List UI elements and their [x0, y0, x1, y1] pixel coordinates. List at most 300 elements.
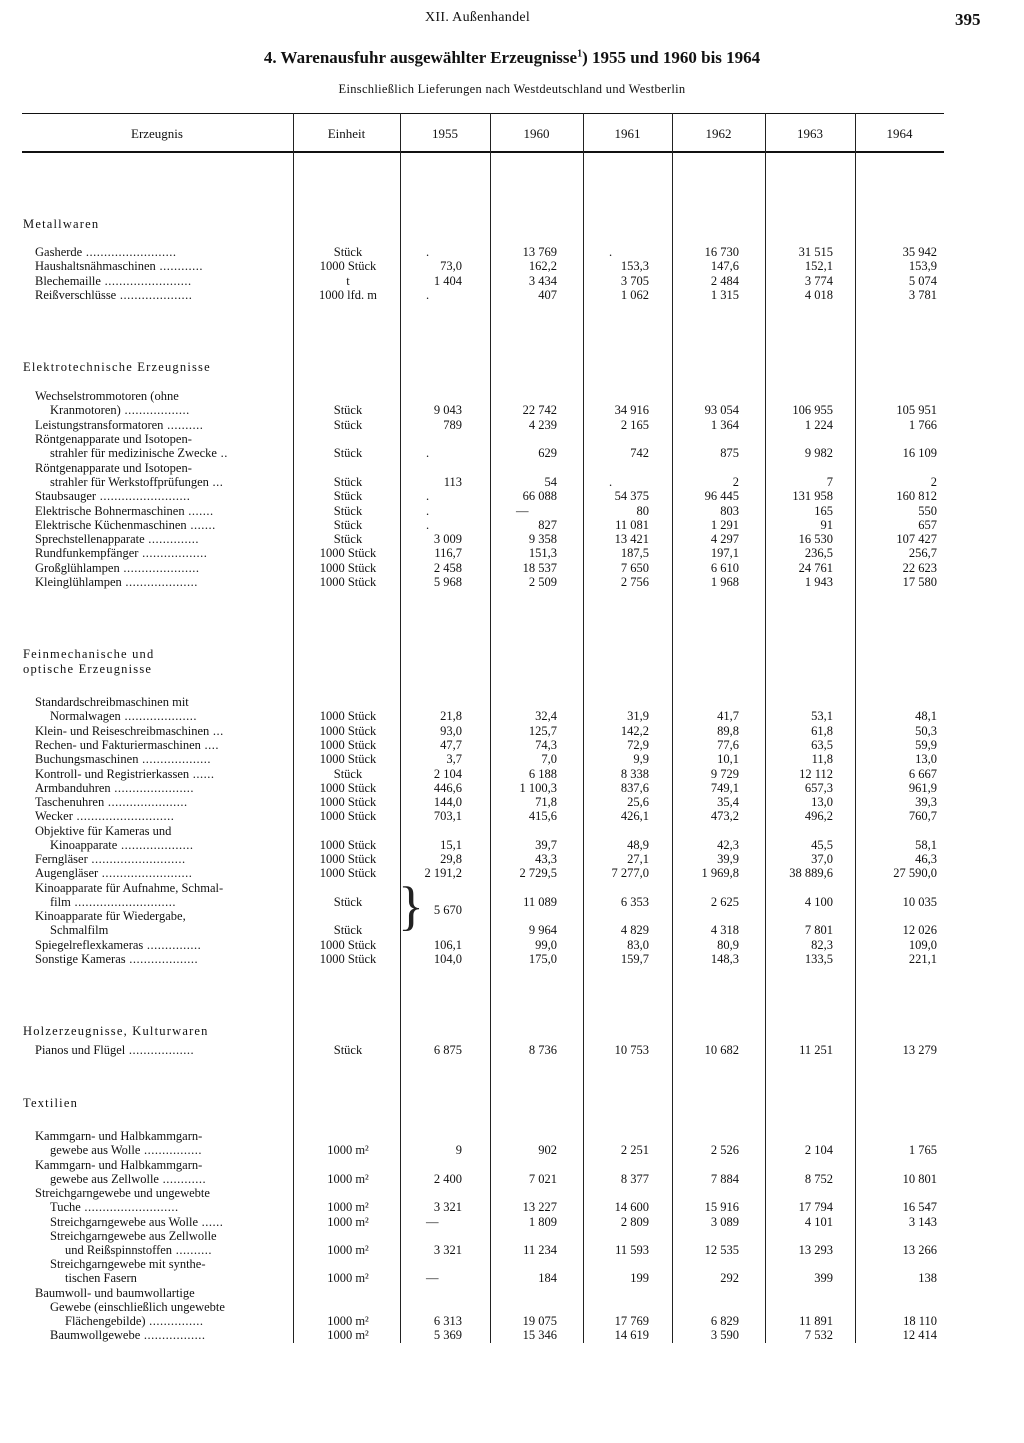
product-label [50, 1300, 225, 1314]
product-name: strahler für medizinische Zwecke [50, 446, 217, 460]
unit-cell: 1000 m² [327, 1143, 369, 1157]
value-cell-1960: 629 [538, 446, 557, 460]
value-cell-1955: 3,7 [446, 752, 462, 766]
value-cell-1960: 3 434 [528, 274, 557, 288]
value-cell-1964: 107 427 [896, 532, 937, 546]
value-cell-1960: 19 075 [522, 1314, 557, 1328]
value-cell-1955: 5 968 [433, 575, 462, 589]
product-label [50, 838, 193, 852]
product-name: Kranmotoren) [50, 403, 121, 417]
value-cell-1960: 6 188 [528, 767, 557, 781]
header-product: Erzeugnis [131, 126, 183, 141]
value-cell-1964: 59,9 [915, 738, 937, 752]
table-title [0, 48, 1024, 68]
leader-dots: ............... [143, 938, 202, 952]
leader-dots: .......... [172, 1243, 212, 1257]
section-elektrotechnik: Elektrotechnische Erzeugnisse [23, 360, 211, 374]
product-label [65, 1243, 212, 1257]
product-name: Rechen- und Fakturiermaschinen [35, 738, 201, 752]
product-label [35, 752, 211, 766]
unit-cell: Stück [333, 923, 363, 937]
value-cell-1961: 34 916 [614, 403, 649, 417]
value-cell-1961: 1 062 [620, 288, 649, 302]
value-cell-1955: 9 [455, 1143, 462, 1157]
product-label [50, 1172, 206, 1186]
leader-dots: .................. [138, 546, 208, 560]
value-cell-1962: 2 625 [710, 895, 739, 909]
unit-cell: 1000 m² [327, 1271, 369, 1285]
value-cell-1961: 25,6 [627, 795, 649, 809]
product-name: Schmalfilm [50, 923, 109, 937]
leader-dots: .................... [121, 575, 198, 589]
product-label [35, 389, 179, 403]
value-cell-1964: 13,0 [915, 752, 937, 766]
value-cell-1964: 35 942 [902, 245, 937, 259]
value-cell-1961: 14 619 [614, 1328, 649, 1342]
value-cell-1962: 10 682 [704, 1043, 739, 1057]
value-cell-1961: 72,9 [627, 738, 649, 752]
value-cell-1960: 99,0 [535, 938, 557, 952]
unit-cell: Stück [333, 518, 363, 532]
value-cell-1955: 3 009 [433, 532, 462, 546]
value-cell-1955: — [426, 1215, 439, 1229]
leader-dots: ......................... [98, 866, 193, 880]
product-label [35, 418, 203, 432]
value-cell-1964: 760,7 [908, 809, 937, 823]
value-cell-1961: 4 829 [620, 923, 649, 937]
leader-dots: .................. [120, 403, 190, 417]
product-name: film [50, 895, 71, 909]
product-label [35, 1158, 202, 1172]
leader-dots: ........................ [100, 274, 192, 288]
product-name: Reißverschlüsse [35, 288, 117, 302]
value-cell-1964: 39,3 [915, 795, 937, 809]
product-label [50, 403, 190, 417]
value-cell-1961: 6 353 [620, 895, 649, 909]
value-cell-1964: 160 812 [896, 489, 937, 503]
unit-cell: 1000 Stück [319, 709, 377, 723]
product-name: Röntgenapparate und Isotopen- [35, 432, 192, 446]
product-label [50, 475, 223, 489]
value-cell-1960: 1 809 [528, 1215, 557, 1229]
value-cell-1961: 742 [630, 446, 649, 460]
product-name: Kontroll- und Registrierkassen [35, 767, 190, 781]
value-cell-1955: 3 321 [433, 1200, 462, 1214]
value-cell-1961: 31,9 [627, 709, 649, 723]
value-cell-1962: 2 526 [710, 1143, 739, 1157]
unit-cell: 1000 Stück [319, 561, 377, 575]
unit-cell: 1000 m² [327, 1200, 369, 1214]
value-cell-1963: 53,1 [811, 709, 833, 723]
product-label [35, 274, 192, 288]
product-name: gewebe aus Wolle [50, 1143, 141, 1157]
product-name: Wechselstrommotoren (ohne [35, 389, 179, 403]
value-cell-1960: 827 [538, 518, 557, 532]
leader-dots: .......................... [80, 1200, 179, 1214]
value-cell-1960: 162,2 [528, 259, 557, 273]
value-cell-1962: 473,2 [710, 809, 739, 823]
value-cell-1963: 7 532 [804, 1328, 833, 1342]
value-cell-1964: 18 110 [903, 1314, 937, 1328]
product-name: Objektive für Kameras und [35, 824, 172, 838]
product-label [50, 895, 176, 909]
section-feinmechanik-line2: optische Erzeugnisse [23, 662, 153, 676]
value-cell-1960: 71,8 [535, 795, 557, 809]
value-cell-1962: 96 445 [704, 489, 739, 503]
leader-dots: .................. [125, 1043, 195, 1057]
value-cell-1963: 133,5 [804, 952, 833, 966]
leader-dots: ...................... [110, 781, 195, 795]
value-cell-1955: 446,6 [433, 781, 462, 795]
leader-dots: ................ [140, 1143, 203, 1157]
value-cell-1964: 153,9 [908, 259, 937, 273]
value-cell-1955: 106,1 [433, 938, 462, 952]
section-holzerzeugnisse: Holzerzeugnisse, Kulturwaren [23, 1024, 209, 1038]
value-cell-1963: 1 943 [804, 575, 833, 589]
value-cell-1962: 148,3 [710, 952, 739, 966]
leader-dots: ...................... [104, 795, 188, 809]
unit-cell: 1000 Stück [319, 795, 377, 809]
value-cell-1961: 83,0 [627, 938, 649, 952]
product-name: Standardschreibmaschinen mit [35, 695, 189, 709]
unit-cell: Stück [333, 475, 363, 489]
value-cell-1960: 13 769 [522, 245, 557, 259]
product-label [50, 1215, 223, 1229]
product-name: Gewebe (einschließlich ungewebte [50, 1300, 225, 1314]
product-label [35, 795, 188, 809]
section-metallwaren: Metallwaren [23, 217, 100, 231]
value-cell-1964: 657 [918, 518, 937, 532]
product-label [35, 1043, 194, 1057]
leader-dots: .............. [144, 532, 200, 546]
leader-dots: ............... [145, 1314, 204, 1328]
leader-dots: .......... [163, 418, 204, 432]
value-cell-1960: 22 742 [522, 403, 557, 417]
product-label [50, 446, 228, 460]
leader-dots: ............ [158, 1172, 207, 1186]
value-cell-1963: 131 958 [792, 489, 833, 503]
value-cell-1963: 91 [820, 518, 833, 532]
value-cell-1963: 13 293 [798, 1243, 833, 1257]
product-name: Sprechstellenapparate [35, 532, 145, 546]
value-cell-1962: 12 535 [704, 1243, 739, 1257]
leader-dots: ............ [155, 259, 203, 273]
value-cell-1963: 496,2 [804, 809, 833, 823]
value-cell-1962: 3 089 [710, 1215, 739, 1229]
value-cell-1960: 74,3 [535, 738, 557, 752]
value-cell-1964: 13 266 [902, 1243, 937, 1257]
value-cell-1960: 43,3 [535, 852, 557, 866]
value-cell-1963: 236,5 [804, 546, 833, 560]
value-cell-1963: 2 104 [804, 1143, 833, 1157]
product-label [35, 259, 203, 273]
leader-dots: ................... [138, 752, 211, 766]
header-year-1963: 1963 [797, 126, 823, 141]
unit-cell: 1000 Stück [319, 259, 377, 273]
value-cell-1963: 657,3 [804, 781, 833, 795]
value-cell-1961: 837,6 [620, 781, 649, 795]
value-cell-1955: 2 400 [433, 1172, 462, 1186]
value-cell-1962: 803 [720, 504, 739, 518]
value-cell-1955: 113 [443, 475, 462, 489]
value-cell-1960: 175,0 [528, 952, 557, 966]
leader-dots: ... [209, 724, 224, 738]
product-label [50, 1328, 206, 1342]
leader-dots: .... [200, 738, 220, 752]
value-cell-1961: 10 753 [614, 1043, 649, 1057]
value-cell-1960: 1 100,3 [519, 781, 557, 795]
product-name: Augengläser [35, 866, 99, 880]
value-cell-1955: 29,8 [440, 852, 462, 866]
product-label [35, 432, 192, 446]
value-cell-1955: 144,0 [433, 795, 462, 809]
value-cell-1963: 3 774 [804, 274, 833, 288]
product-name: Kleinglühlampen [35, 575, 122, 589]
product-name: gewebe aus Zellwolle [50, 1172, 159, 1186]
value-cell-1963: 13,0 [811, 795, 833, 809]
value-cell-1963: 11,8 [811, 752, 833, 766]
value-cell-1961: 159,7 [620, 952, 649, 966]
value-cell-1961: 426,1 [620, 809, 649, 823]
value-cell-1964: 12 414 [902, 1328, 937, 1342]
footnote-mark: 1 [577, 48, 583, 60]
value-cell-1955: 703,1 [433, 809, 462, 823]
value-cell-1961: 7 650 [620, 561, 649, 575]
product-name: Kinoapparate für Aufnahme, Schmal- [35, 881, 224, 895]
value-cell-1963: 7 801 [804, 923, 833, 937]
unit-cell: Stück [333, 1043, 363, 1057]
value-cell-1961: 11 593 [615, 1243, 649, 1257]
value-cell-1964: 105 951 [896, 403, 937, 417]
value-cell-1955: 47,7 [440, 738, 462, 752]
value-cell-1964: 138 [918, 1271, 937, 1285]
value-cell-1955: 6 313 [433, 1314, 462, 1328]
value-cell-1963: 38 889,6 [789, 866, 833, 880]
value-cell-1960: 11 089 [523, 895, 557, 909]
value-cell-1961: 8 338 [620, 767, 649, 781]
product-name: Großglühlampen [35, 561, 120, 575]
value-cell-1962: 4 297 [710, 532, 739, 546]
header-year-1960: 1960 [523, 126, 550, 141]
value-cell-1964: 109,0 [908, 938, 937, 952]
product-label [35, 532, 199, 546]
value-cell-1960: 151,3 [528, 546, 557, 560]
value-cell-1962: 77,6 [717, 738, 739, 752]
value-cell-1961: . [609, 475, 613, 489]
value-cell-1962: 16 730 [704, 245, 739, 259]
value-cell-1964: 961,9 [908, 781, 937, 795]
value-cell-1961: 9,9 [633, 752, 649, 766]
value-cell-1961: 2 756 [620, 575, 649, 589]
product-name: Leistungstransformatoren [35, 418, 164, 432]
value-cell-1961: 27,1 [627, 852, 649, 866]
product-label [35, 767, 215, 781]
product-name: Kammgarn- und Halbkammgarn- [35, 1158, 203, 1172]
value-cell-1964: 22 623 [902, 561, 937, 575]
value-cell-1960: 902 [538, 1143, 557, 1157]
value-cell-1961: 199 [630, 1271, 649, 1285]
value-cell-1964: 46,3 [915, 852, 937, 866]
leader-dots: ...... [198, 1215, 224, 1229]
product-label [35, 575, 198, 589]
value-cell-1964: 58,1 [915, 838, 937, 852]
value-cell-1963: 7 [826, 475, 833, 489]
value-cell-1964: 2 [930, 475, 937, 489]
unit-cell: 1000 m² [327, 1328, 369, 1342]
value-cell-1960: 15 346 [522, 1328, 557, 1342]
unit-cell: 1000 Stück [319, 952, 377, 966]
value-cell-1963: 63,5 [811, 738, 833, 752]
value-cell-1960: 9 358 [528, 532, 557, 546]
value-cell-1962: 875 [720, 446, 739, 460]
unit-cell: 1000 m² [327, 1243, 369, 1257]
value-cell-1961: 80 [636, 504, 649, 518]
value-cell-1962: 292 [720, 1271, 739, 1285]
product-label [50, 1257, 206, 1271]
product-name: Pianos und Flügel [35, 1043, 126, 1057]
value-cell-1963: 24 761 [798, 561, 833, 575]
value-cell-1955: . [426, 288, 430, 302]
value-cell-1960: 9 964 [528, 923, 557, 937]
unit-cell: 1000 Stück [319, 852, 377, 866]
product-name: Normalwagen [50, 709, 121, 723]
value-cell-1963: 1 224 [804, 418, 833, 432]
product-label [50, 1143, 202, 1157]
value-cell-1962: 42,3 [717, 838, 739, 852]
table-subtitle: Einschließlich Lieferungen nach Westdeutschland und Westberlin [338, 82, 686, 96]
product-name: Taschenuhren [35, 795, 105, 809]
product-label [35, 695, 189, 709]
value-cell-1960: 415,6 [528, 809, 557, 823]
value-cell-1961: 8 377 [620, 1172, 649, 1186]
product-label [35, 561, 199, 575]
value-cell-1964: 17 580 [902, 575, 937, 589]
value-cell-1960: 125,7 [528, 724, 557, 738]
leader-dots: ........................... [72, 809, 175, 823]
product-name: Sonstige Kameras [35, 952, 126, 966]
value-cell-1961: 48,9 [627, 838, 649, 852]
value-cell-1960: 8 736 [528, 1043, 557, 1057]
unit-cell: 1000 Stück [319, 781, 377, 795]
page-number: 395 [955, 10, 981, 29]
leader-dots: ................... [125, 952, 199, 966]
value-cell-1964: 48,1 [915, 709, 937, 723]
cell-1955-kinoapparate-combined: 5 670 [433, 903, 462, 917]
value-cell-1961: 2 251 [620, 1143, 649, 1157]
product-name: Armbanduhren [35, 781, 111, 795]
value-cell-1960: 54 [544, 475, 557, 489]
product-label [35, 461, 192, 475]
value-cell-1961: 54 375 [614, 489, 649, 503]
product-label [35, 809, 174, 823]
product-label [35, 1286, 195, 1300]
unit-cell: 1000 Stück [319, 838, 377, 852]
value-cell-1964: 13 279 [902, 1043, 937, 1057]
product-label [35, 518, 216, 532]
leader-dots: ......................... [82, 245, 177, 259]
value-cell-1964: 27 590,0 [893, 866, 937, 880]
leader-dots: .......................... [87, 852, 186, 866]
product-label [35, 938, 201, 952]
value-cell-1962: 80,9 [717, 938, 739, 952]
value-cell-1961: 11 081 [615, 518, 649, 532]
section-feinmechanik-line1: Feinmechanische und [23, 647, 155, 661]
value-cell-1961: 142,2 [620, 724, 649, 738]
value-cell-1955: . [426, 489, 430, 503]
value-cell-1962: 1 968 [710, 575, 739, 589]
unit-cell: Stück [333, 418, 363, 432]
value-cell-1960: — [516, 504, 529, 518]
product-label [35, 1186, 210, 1200]
value-cell-1962: 4 318 [710, 923, 739, 937]
unit-cell: 1000 Stück [319, 738, 377, 752]
value-cell-1955: 3 321 [433, 1243, 462, 1257]
value-cell-1962: 749,1 [710, 781, 739, 795]
value-cell-1960: 13 227 [522, 1200, 557, 1214]
value-cell-1963: 152,1 [804, 259, 833, 273]
value-cell-1963: 399 [814, 1271, 833, 1285]
value-cell-1963: 31 515 [798, 245, 833, 259]
value-cell-1962: 93 054 [704, 403, 739, 417]
value-cell-1960: 407 [538, 288, 557, 302]
value-cell-1961: . [609, 245, 613, 259]
unit-cell: 1000 Stück [319, 938, 377, 952]
value-cell-1961: 13 421 [614, 532, 649, 546]
value-cell-1963: 4 018 [804, 288, 833, 302]
value-cell-1960: 2 729,5 [519, 866, 557, 880]
value-cell-1955: . [426, 446, 430, 460]
product-name: Ferngläser [35, 852, 88, 866]
product-label [35, 738, 219, 752]
section-textilien: Textilien [23, 1096, 79, 1110]
value-cell-1964: 12 026 [902, 923, 937, 937]
leader-dots: ....... [184, 504, 214, 518]
value-cell-1960: 7,0 [541, 752, 557, 766]
header-year-1955: 1955 [432, 126, 458, 141]
unit-cell: 1000 Stück [319, 575, 377, 589]
product-name: Kinoapparate [50, 838, 118, 852]
product-name: tischen Fasern [65, 1271, 137, 1285]
product-name: Wecker [35, 809, 73, 823]
product-label [50, 923, 108, 937]
value-cell-1962: 1 364 [710, 418, 739, 432]
value-cell-1955: 73,0 [440, 259, 462, 273]
value-cell-1962: 1 315 [710, 288, 739, 302]
value-cell-1964: 16 109 [902, 446, 937, 460]
product-name: Klein- und Reiseschreibmaschinen [35, 724, 210, 738]
value-cell-1960: 18 537 [522, 561, 557, 575]
value-cell-1955: 9 043 [433, 403, 462, 417]
value-cell-1964: 3 143 [908, 1215, 937, 1229]
table-top-rule [22, 113, 944, 114]
value-cell-1964: 50,3 [915, 724, 937, 738]
product-name: Streichgarngewebe aus Wolle [50, 1215, 199, 1229]
product-name: Streichgarngewebe mit synthe- [50, 1257, 206, 1271]
value-cell-1963: 17 794 [798, 1200, 833, 1214]
product-name: Haushaltsnähmaschinen [35, 259, 156, 273]
value-cell-1960: 66 088 [522, 489, 557, 503]
value-cell-1955: 15,1 [440, 838, 462, 852]
unit-cell: 1000 m² [327, 1314, 369, 1328]
header-year-1964: 1964 [886, 126, 913, 141]
product-label [35, 546, 207, 560]
leader-dots: ................. [140, 1328, 206, 1342]
product-name: Kinoapparate für Wiedergabe, [35, 909, 186, 923]
value-cell-1960: 2 509 [528, 575, 557, 589]
value-cell-1955: 93,0 [440, 724, 462, 738]
value-cell-1962: 41,7 [717, 709, 739, 723]
product-name: Spiegelreflexkameras [35, 938, 144, 952]
